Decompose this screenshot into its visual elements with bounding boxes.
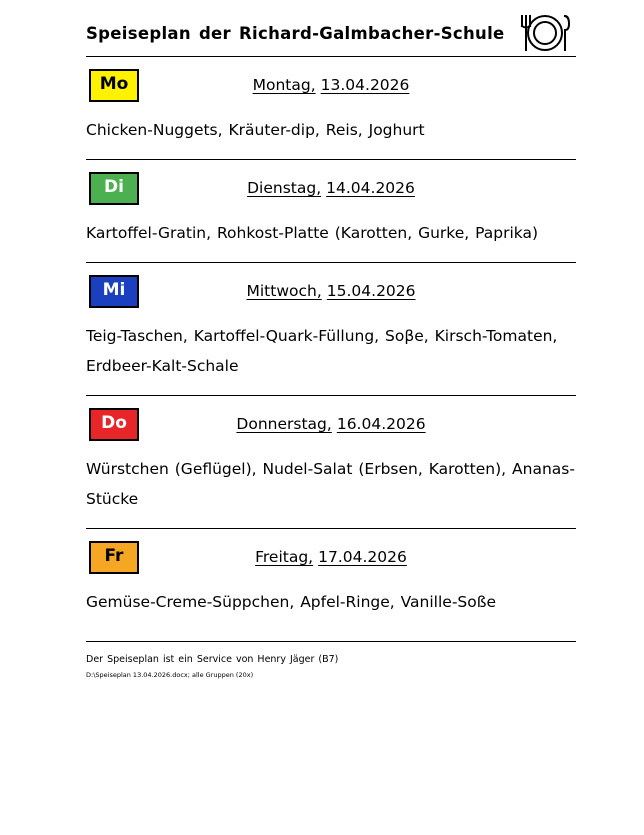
day-badge-label: Mi <box>102 279 126 300</box>
day-block-wednesday <box>86 263 576 395</box>
day-title <box>86 73 576 94</box>
day-badge-di <box>89 172 139 205</box>
day-title <box>86 279 576 300</box>
page-title: Speiseplan der Richard-Galmbacher-Schule <box>86 23 505 43</box>
footer-service-note: Der Speiseplan ist ein Service von Henry Jäger (B7) <box>86 654 339 665</box>
day-name: Dienstag, <box>247 179 322 197</box>
day-title <box>86 412 576 433</box>
day-menu-text: Chicken-Nuggets, Kräuter-dip, Reis, Joghurt <box>86 121 425 139</box>
day-title <box>86 176 576 197</box>
footer-file-note: D:\Speiseplan 13.04.2026.docx; alle Gruppen (20x) <box>86 671 254 679</box>
day-badge-label: Fr <box>104 545 124 566</box>
day-badge-label: Di <box>104 176 124 197</box>
page-content <box>86 0 576 679</box>
day-date: 14.04.2026 <box>326 179 415 197</box>
day-header <box>86 160 576 216</box>
day-header <box>86 57 576 113</box>
day-block-tuesday <box>86 160 576 262</box>
day-date: 15.04.2026 <box>326 282 416 300</box>
day-date: 17.04.2026 <box>318 548 407 566</box>
day-title <box>86 545 576 566</box>
day-block-monday <box>86 57 576 159</box>
day-badge-label: Do <box>101 412 127 433</box>
day-name: Freitag, <box>255 548 314 566</box>
day-badge-mo <box>89 69 139 102</box>
day-menu-text: Gemüse-Creme-Süppchen, Apfel-Ringe, Vanille-Soße <box>86 593 497 611</box>
day-badge-mi <box>89 275 139 308</box>
day-badge-do <box>89 408 139 441</box>
day-name: Montag, <box>252 76 316 94</box>
day-menu-text: Würstchen (Geflügel), Nudel-Salat (Erbsen, Karotten), Ananas-Stücke <box>86 460 575 508</box>
day-badge-fr <box>89 541 139 574</box>
day-header <box>86 529 576 585</box>
page-footer <box>86 631 576 679</box>
day-header <box>86 263 576 319</box>
day-header <box>86 396 576 452</box>
day-date: 16.04.2026 <box>336 415 426 433</box>
day-name: Donnerstag, <box>236 415 332 433</box>
day-block-thursday <box>86 396 576 528</box>
cutlery-plate-icon <box>514 10 576 56</box>
day-menu-text: Kartoffel-Gratin, Rohkost-Platte (Karotten, Gurke, Paprika) <box>86 224 539 242</box>
page-header <box>86 0 576 56</box>
day-block-friday <box>86 529 576 631</box>
day-name: Mittwoch, <box>246 282 322 300</box>
day-badge-label: Mo <box>99 73 129 94</box>
day-date: 13.04.2026 <box>320 76 410 94</box>
day-menu-text: Teig-Taschen, Kartoffel-Quark-Füllung, Soβe, Kirsch-Tomaten, Erdbeer-Kalt-Schale <box>86 327 558 375</box>
